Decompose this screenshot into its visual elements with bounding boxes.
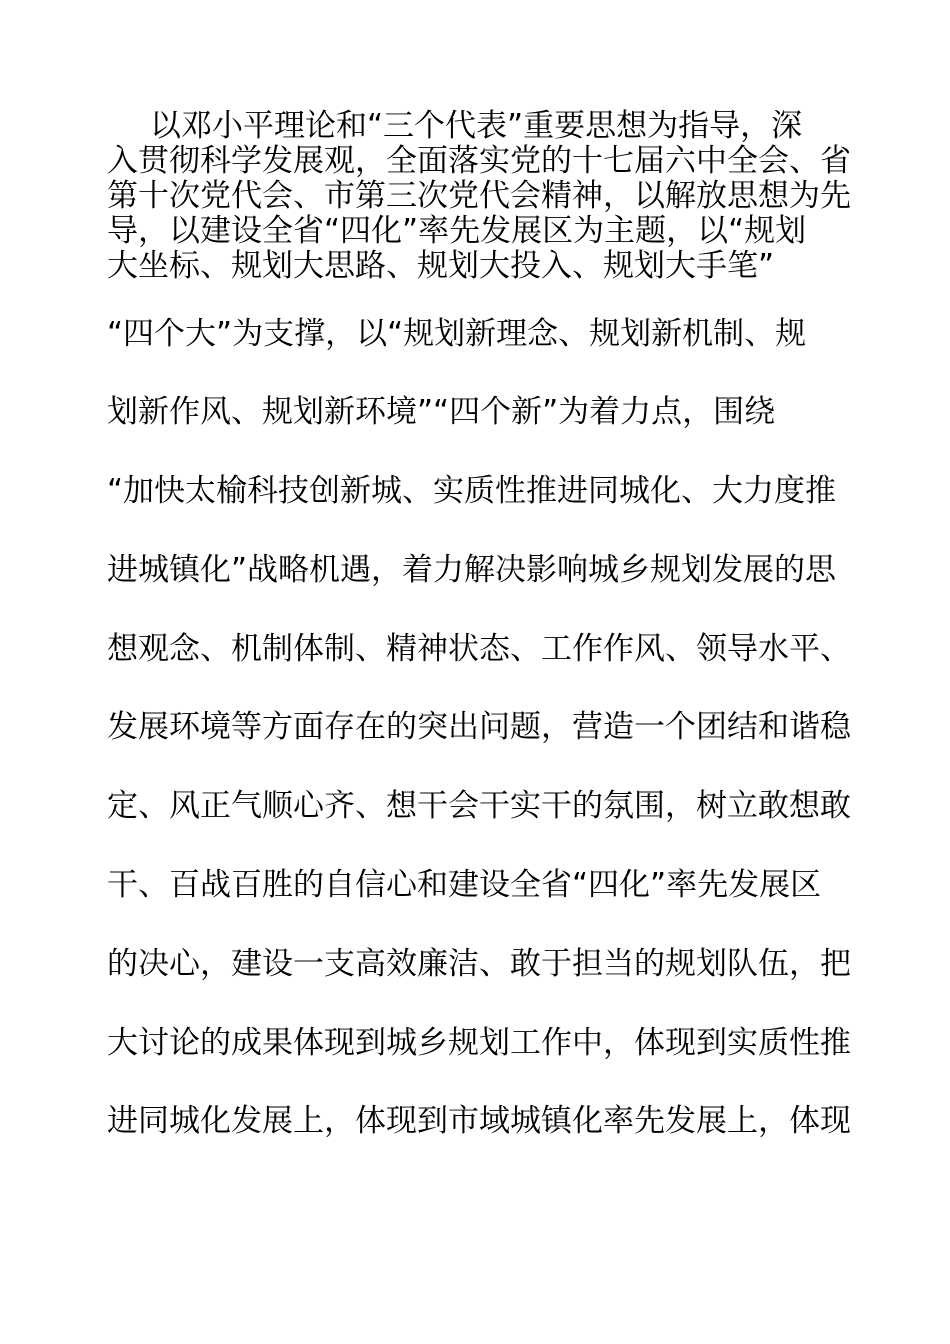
- paragraph-line: 发展环境等方面存在的突出问题，营造一个团结和谐稳: [107, 709, 851, 745]
- paragraph-line: 进城镇化”战略机遇，着力解决影响城乡规划发展的思: [107, 552, 837, 588]
- paragraph-line: 入贯彻科学发展观，全面落实党的十七届六中全会、省: [107, 143, 851, 179]
- paragraph-line: 大坐标、规划大思路、规划大投入、规划大手笔”: [107, 248, 775, 284]
- paragraph-line: 进同城化发展上，体现到市域城镇化率先发展上，体现: [107, 1103, 851, 1139]
- paragraph-line: 干、百战百胜的自信心和建设全省“四化”率先发展区: [107, 867, 822, 903]
- paragraph-line: 大讨论的成果体现到城乡规划工作中，体现到实质性推: [107, 1025, 851, 1061]
- paragraph-line: 定、风正气顺心齐、想干会干实干的氛围，树立敢想敢: [107, 788, 851, 824]
- paragraph-line: 想观念、机制体制、精神状态、工作作风、领导水平、: [107, 631, 851, 667]
- paragraph-line: 划新作风、规划新环境”“四个新”为着力点，围绕: [107, 394, 776, 430]
- paragraph-line: 第十次党代会、市第三次党代会精神，以解放思想为先: [107, 178, 851, 214]
- paragraph-line: 导，以建设全省“四化”率先发展区为主题，以“规划: [107, 213, 807, 249]
- paragraph-line: “加快太榆科技创新城、实质性推进同城化、大力度推: [107, 473, 837, 509]
- paragraph-line: 以邓小平理论和“三个代表”重要思想为指导，深: [150, 108, 803, 144]
- paragraph-line: 的决心，建设一支高效廉洁、敢于担当的规划队伍，把: [107, 946, 851, 982]
- paragraph-line: “四个大”为支撑，以“规划新理念、规划新机制、规: [107, 316, 807, 352]
